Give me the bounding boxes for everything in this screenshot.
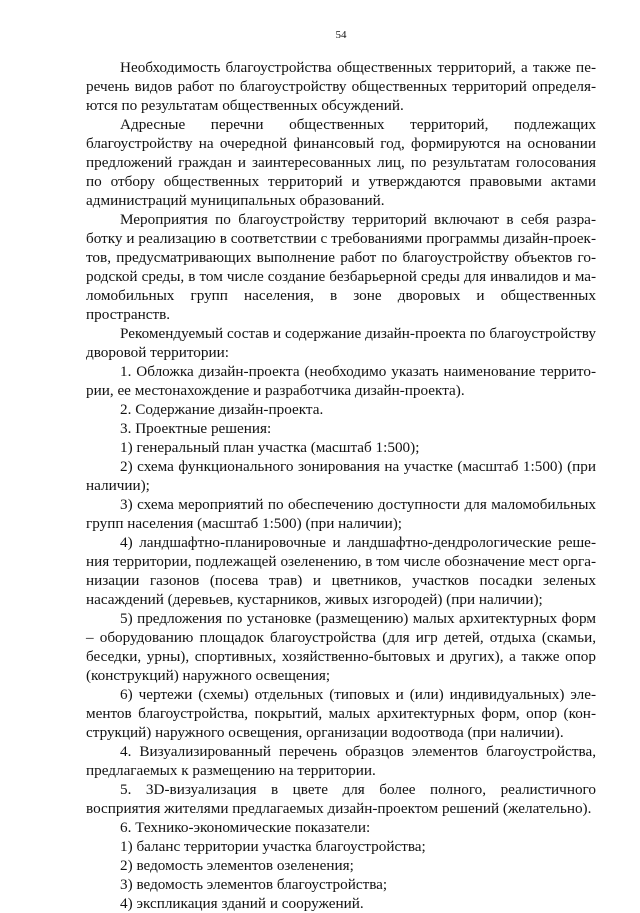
document-page — [86, 28, 596, 913]
list-item-3d-visualization: 5. 3D-визуализация в цвете для более полного, реалистичного восприятия жителями предлагаемых дизайн-проектом решений (желательно). — [86, 781, 596, 817]
paragraph-measures: Мероприятия по благоустройству территорий включают в себя разработку и реализацию в соответствии с требованиями программы дизайн-проектов, предусматривающих выполнение работ по благоустройству объектов городской среды, в том числе создание безбарьерной среды для инвалидов и маломобильных групп населения, в зоне дворовых и общественных пространств. — [86, 211, 596, 323]
paragraph-recommended-composition: Рекомендуемый состав и содержание дизайн-проекта по благоустройству дворовой территории: — [86, 325, 596, 361]
list-item-cover: 1. Обложка дизайн-проекта (необходимо указать наименование территории, ее местонахождение и разработчика дизайн-проекта). — [86, 363, 596, 399]
list-subitem-territory-balance: 1) баланс территории участка благоустройства; — [120, 838, 426, 855]
list-item-design-solutions: 3. Проектные решения: — [120, 420, 272, 437]
list-subitem-drawings: 6) чертежи (схемы) отдельных (типовых и (или) индивидуальных) элементов благоустройства, покрытий, малых архитектурных форм, опор (конструкций) наружного освещения, организации водоотвода (при наличии). — [86, 686, 596, 741]
list-item-visualized-list: 4. Визуализированный перечень образцов элементов благоустройства, предлагаемых к размещению на территории. — [86, 743, 596, 779]
list-subitem-general-plan: 1) генеральный план участка (масштаб 1:500); — [120, 439, 420, 456]
paragraph-public-areas-necessity: Необходимость благоустройства общественных территорий, а также перечень видов работ по благоустройству общественных территорий определяются по результатам общественных обсуждений. — [86, 59, 596, 114]
list-subitem-accessibility-scheme: 3) схема мероприятий по обеспечению доступности для маломобильных групп населения (масштаб 1:500) (при наличии); — [86, 496, 596, 532]
list-subitem-landscape-solutions: 4) ландшафтно-планировочные и ландшафтно-дендрологические решения территории, подлежащей озеленению, в том числе обозначение мест организации газонов (посева трав) и цветников, участков посадки зеленых насаждений (деревьев, кустарников, живых изгородей) (при наличии); — [86, 534, 596, 608]
list-item-indicators: 6. Технико-экономические показатели: — [120, 819, 371, 836]
list-subitem-small-forms: 5) предложения по установке (размещению) малых архитектурных форм – оборудованию площадок благоустройства (для игр детей, отдыха (скамьи, беседки, урны), спортивных, хозяйственно-бытовых и других), а также опор (конструкций) наружного освещения; — [86, 610, 596, 684]
list-subitem-greenery-statement: 2) ведомость элементов озеленения; — [120, 857, 354, 874]
list-item-contents: 2. Содержание дизайн-проекта. — [120, 401, 324, 418]
list-subitem-improvement-statement: 3) ведомость элементов благоустройства; — [120, 876, 388, 893]
paragraph-address-lists: Адресные перечни общественных территорий, подлежащих благоустройству на очередной финансовый год, формируются на основании предложений граждан и заинтересованных лиц, по результатам голосования по отбору общественных территорий и утверждаются правовыми актами администраций муниципальных образований. — [86, 116, 596, 209]
list-subitem-buildings-explication: 4) экспликация зданий и сооружений. — [120, 895, 364, 912]
page-number: 54 — [335, 29, 347, 41]
list-subitem-zoning-scheme: 2) схема функционального зонирования на участке (масштаб 1:500) (при наличии); — [86, 458, 596, 494]
